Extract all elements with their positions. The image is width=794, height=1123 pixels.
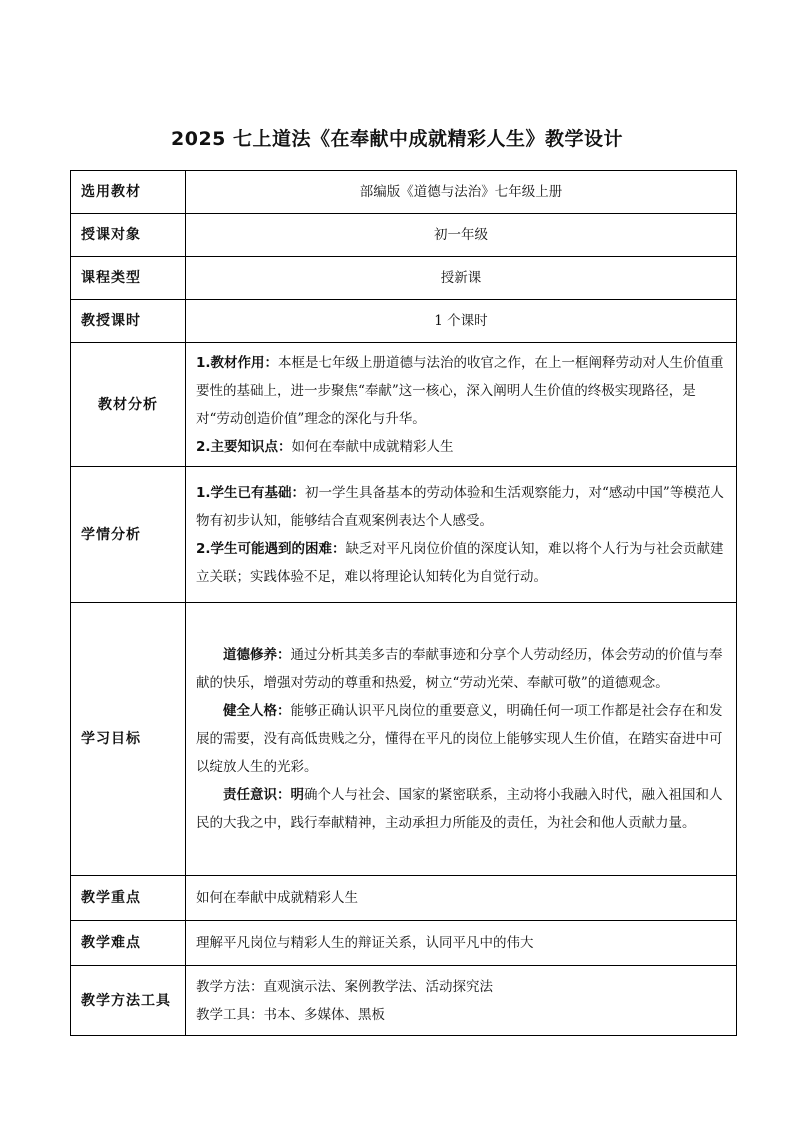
- table-row-key-point: [71, 876, 737, 921]
- goal-text-2: 能够正确认识平凡岗位的重要意义，明确任何一项工作都是社会存在和发展的需要，没有高低贵贱之分，懂得在平凡的岗位上能够实现人生价值，在踏实奋进中可以绽放人生的光彩。: [196, 703, 723, 775]
- value-textbook: 部编版《道德与法治》七年级上册: [186, 171, 737, 214]
- label-hours: 教授课时: [71, 300, 186, 343]
- label-learner: 学情分析: [71, 467, 186, 603]
- material-text-2: 如何在奉献中成就精彩人生: [291, 438, 454, 455]
- goal-paragraph-3: [196, 781, 726, 837]
- goal-heading-3: 责任意识：明: [223, 787, 304, 803]
- goal-text-3: 确个人与社会、国家的紧密联系，主动将小我融入时代，融入祖国和人民的大我之中，践行奉献精神，主动承担力所能及的责任，为社会和他人贡献力量。: [196, 787, 723, 831]
- table-row-audience: [71, 214, 737, 257]
- material-heading-1: 1.教材作用：: [196, 354, 279, 371]
- label-textbook: 选用教材: [71, 171, 186, 214]
- value-learner: [186, 467, 737, 603]
- table-row-methods: [71, 966, 737, 1036]
- value-key-point: 如何在奉献中成就精彩人生: [186, 876, 737, 921]
- label-difficulty: 教学难点: [71, 921, 186, 966]
- value-course-type: 授新课: [186, 257, 737, 300]
- page-title: 2025 七上道法《在奉献中成就精彩人生》教学设计: [171, 128, 623, 150]
- methods-line-1: 教学方法：直观演示法、案例教学法、活动探究法: [196, 978, 493, 995]
- value-material: [186, 343, 737, 467]
- label-course-type: 课程类型: [71, 257, 186, 300]
- material-paragraph-1: [196, 349, 726, 433]
- label-goals: 学习目标: [71, 603, 186, 876]
- table-row-difficulty: [71, 921, 737, 966]
- table-row-hours: [71, 300, 737, 343]
- value-difficulty: 理解平凡岗位与精彩人生的辩证关系，认同平凡中的伟大: [186, 921, 737, 966]
- methods-line-2: 教学工具：书本、多媒体、黑板: [196, 1006, 385, 1023]
- learner-paragraph-1: [196, 479, 726, 535]
- goal-heading-1: 道德修养：: [223, 647, 291, 663]
- material-text-1: 本框是七年级上册道德与法治的收官之作，在上一框阐释劳动对人生价值重要性的基础上，进一步聚焦“奉献”这一核心，深入阐明人生价值的终极实现路径，是对“劳动创造价值”理念的深化与升华。: [196, 354, 724, 427]
- material-paragraph-2: [196, 433, 726, 461]
- goal-paragraph-2: [196, 697, 726, 781]
- lesson-plan-table: [70, 170, 737, 1036]
- label-methods: 教学方法工具: [71, 966, 186, 1036]
- table-row-course-type: [71, 257, 737, 300]
- learner-text-1: 初一学生具备基本的劳动体验和生活观察能力，对“感动中国”等模范人物有初步认知，能够结合直观案例表达个人感受。: [196, 484, 724, 529]
- learner-paragraph-2: [196, 535, 726, 591]
- learner-text-2: 缺乏对平凡岗位价值的深度认知，难以将个人行为与社会贡献建立关联；实践体验不足，难以将理论认知转化为自觉行动。: [196, 540, 724, 585]
- learner-heading-2: 2.学生可能遇到的困难：: [196, 540, 346, 557]
- value-goals: [186, 603, 737, 876]
- goal-paragraph-1: [196, 641, 726, 697]
- table-row-learner: [71, 467, 737, 603]
- table-row-textbook: [71, 171, 737, 214]
- value-audience: 初一年级: [186, 214, 737, 257]
- goal-heading-2: 健全人格：: [223, 703, 291, 719]
- label-key-point: 教学重点: [71, 876, 186, 921]
- label-audience: 授课对象: [71, 214, 186, 257]
- table-row-material: [71, 343, 737, 467]
- table-row-goals: [71, 603, 737, 876]
- label-material: 教材分析: [71, 343, 186, 467]
- value-methods: [186, 966, 737, 1036]
- material-heading-2: 2.主要知识点：: [196, 438, 292, 455]
- learner-heading-1: 1.学生已有基础：: [196, 484, 306, 501]
- goal-text-1: 通过分析其美多吉的奉献事迹和分享个人劳动经历，体会劳动的价值与奉献的快乐，增强对劳动的尊重和热爱，树立“劳动光荣、奉献可敬”的道德观念。: [196, 647, 723, 691]
- value-hours: 1 个课时: [186, 300, 737, 343]
